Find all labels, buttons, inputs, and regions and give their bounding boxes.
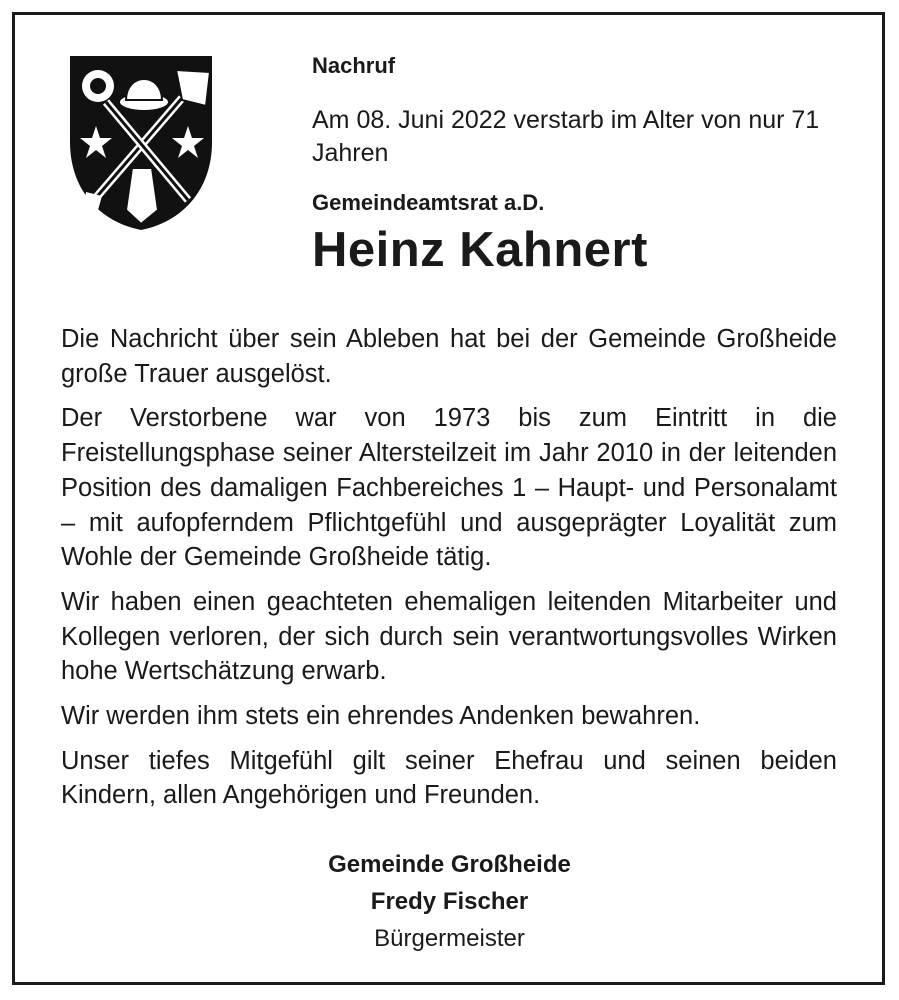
signature-organization: Gemeinde Großheide <box>328 851 571 878</box>
paragraph: Wir werden ihm stets ein ehrendes Andenken bewahren. <box>61 702 701 731</box>
paragraph: Die Nachricht über sein Ableben hat bei der Gemeinde Großheide große Trauer ausgelöst. <box>61 325 837 388</box>
paragraph: Unser tiefes Mitgefühl gilt seiner Ehefrau und seinen beiden Kindern, allen Angehörigen und Freunden. <box>61 746 837 810</box>
paragraph: Wir haben einen geachteten ehemaligen leitenden Mitarbeiter und Kollegen verloren, der sich durch sein verantwortungsvolles Wirken hohe Wertschätzung erwarb. <box>61 587 837 686</box>
deceased-name: Heinz Kahnert <box>312 223 648 277</box>
paragraph: Der Verstorbene war von 1973 bis zum Eintritt in die Freistellungsphase seiner Altersteilzeit im Jahr 2010 in der leitenden Position des damaligen Fachbereiches 1 – Haupt- und Personalamt – mit aufopferndem Pflichtgefühl und ausgeprägter Loyalität zum Wohle der Gemeinde Großheide tätig. <box>61 404 837 572</box>
notice-label: Nachruf <box>312 53 396 78</box>
coat-of-arms-icon <box>64 50 218 234</box>
signature-role: Bürgermeister <box>374 925 525 952</box>
notice-header <box>312 50 852 278</box>
death-notice: Am 08. Juni 2022 verstarb im Alter von nur 71 Jahren <box>312 106 820 167</box>
notice-body <box>61 322 837 823</box>
signature-person: Fredy Fischer <box>370 888 529 915</box>
signature-block <box>0 846 899 957</box>
deceased-rank: Gemeindeamtsrat a.D. <box>312 190 545 215</box>
